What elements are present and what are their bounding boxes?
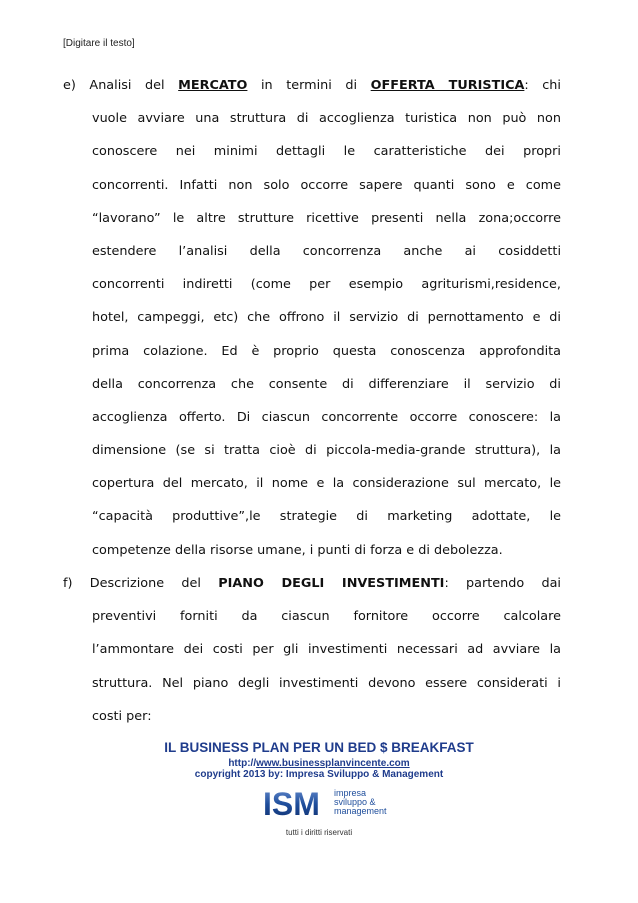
text-line: conoscere nei minimi dettagli le caratteristiche dei propri bbox=[92, 144, 561, 160]
keyword-offerta-turistica: OFFERTA TURISTICA bbox=[370, 78, 525, 93]
section-e-suffix: : chi bbox=[524, 78, 561, 93]
text-line: l’ammontare dei costi per gli investimenti necessari ad avviare la bbox=[92, 642, 561, 658]
text-line: “capacità produttive”,le strategie di marketing adottate, le bbox=[92, 509, 561, 525]
text-line: concorrenti indiretti (come per esempio agriturismi,residence, bbox=[92, 277, 561, 293]
logo-line2: sviluppo & bbox=[334, 797, 376, 807]
section-f-heading-line bbox=[63, 567, 561, 600]
text-line: accoglienza offerto. Di ciascun concorrente occorre conoscere: la bbox=[92, 409, 561, 425]
footer-title: IL BUSINESS PLAN PER UN BED $ BREAKFAST bbox=[164, 740, 474, 755]
text-line: costi per: bbox=[92, 708, 152, 724]
text-line: hotel, campeggi, etc) che offrono il servizio di pernottamento e di bbox=[92, 310, 561, 326]
section-e-mid: in termini di bbox=[247, 78, 371, 93]
logo-line1: impresa bbox=[334, 788, 367, 798]
section-e-prefix: e) Analisi del bbox=[63, 78, 179, 93]
text-line: vuole avviare una struttura di accoglienza turistica non può non bbox=[92, 111, 561, 127]
text-line: preventivi forniti da ciascun fornitore occorre calcolare bbox=[92, 609, 561, 625]
section-e-paragraph bbox=[63, 69, 561, 567]
keyword-mercato: MERCATO bbox=[178, 78, 248, 93]
text-line: struttura. Nel piano degli investimenti devono essere considerati i bbox=[92, 675, 561, 691]
section-e-heading-line bbox=[63, 69, 561, 102]
text-line: estendere l’analisi della concorrenza anche ai cosiddetti bbox=[92, 243, 561, 259]
text-line: della concorrenza che consente di differenziare il servizio di bbox=[92, 376, 561, 392]
section-f-prefix: f) Descrizione del bbox=[63, 576, 219, 591]
ism-logo bbox=[262, 786, 387, 822]
section-f-suffix: : partendo dai bbox=[444, 576, 561, 591]
text-line: copertura del mercato, il nome e la considerazione sul mercato, le bbox=[92, 476, 561, 492]
footer-url bbox=[0, 758, 638, 769]
text-line: dimensione (se si tratta cioè di piccola-media-grande struttura), la bbox=[92, 443, 561, 459]
footer-copyright: copyright 2013 by: Impresa Sviluppo & Management bbox=[194, 769, 444, 780]
keyword-piano-investimenti: PIANO DEGLI INVESTIMENTI bbox=[218, 576, 445, 591]
logo-initials: ISM bbox=[263, 786, 320, 822]
text-line: “lavorano” le altre strutture ricettive presenti nella zona;occorre bbox=[92, 210, 561, 226]
footer-rights: tutti i diritti riservati bbox=[285, 828, 353, 837]
text-line: competenze della risorse umane, i punti di forza e di debolezza. bbox=[92, 542, 503, 558]
text-line: prima colazione. Ed è proprio questa conoscenza approfondita bbox=[92, 343, 561, 359]
text-line: concorrenti. Infatti non solo occorre sapere quanti sono e come bbox=[92, 177, 561, 193]
website-link[interactable]: www.businessplanvincente.com bbox=[256, 758, 410, 769]
footer-url-prefix: http:// bbox=[228, 758, 257, 769]
section-f-paragraph bbox=[63, 567, 561, 733]
page-header-placeholder: [Digitare il testo] bbox=[63, 38, 135, 49]
logo-line3: management bbox=[334, 806, 387, 816]
